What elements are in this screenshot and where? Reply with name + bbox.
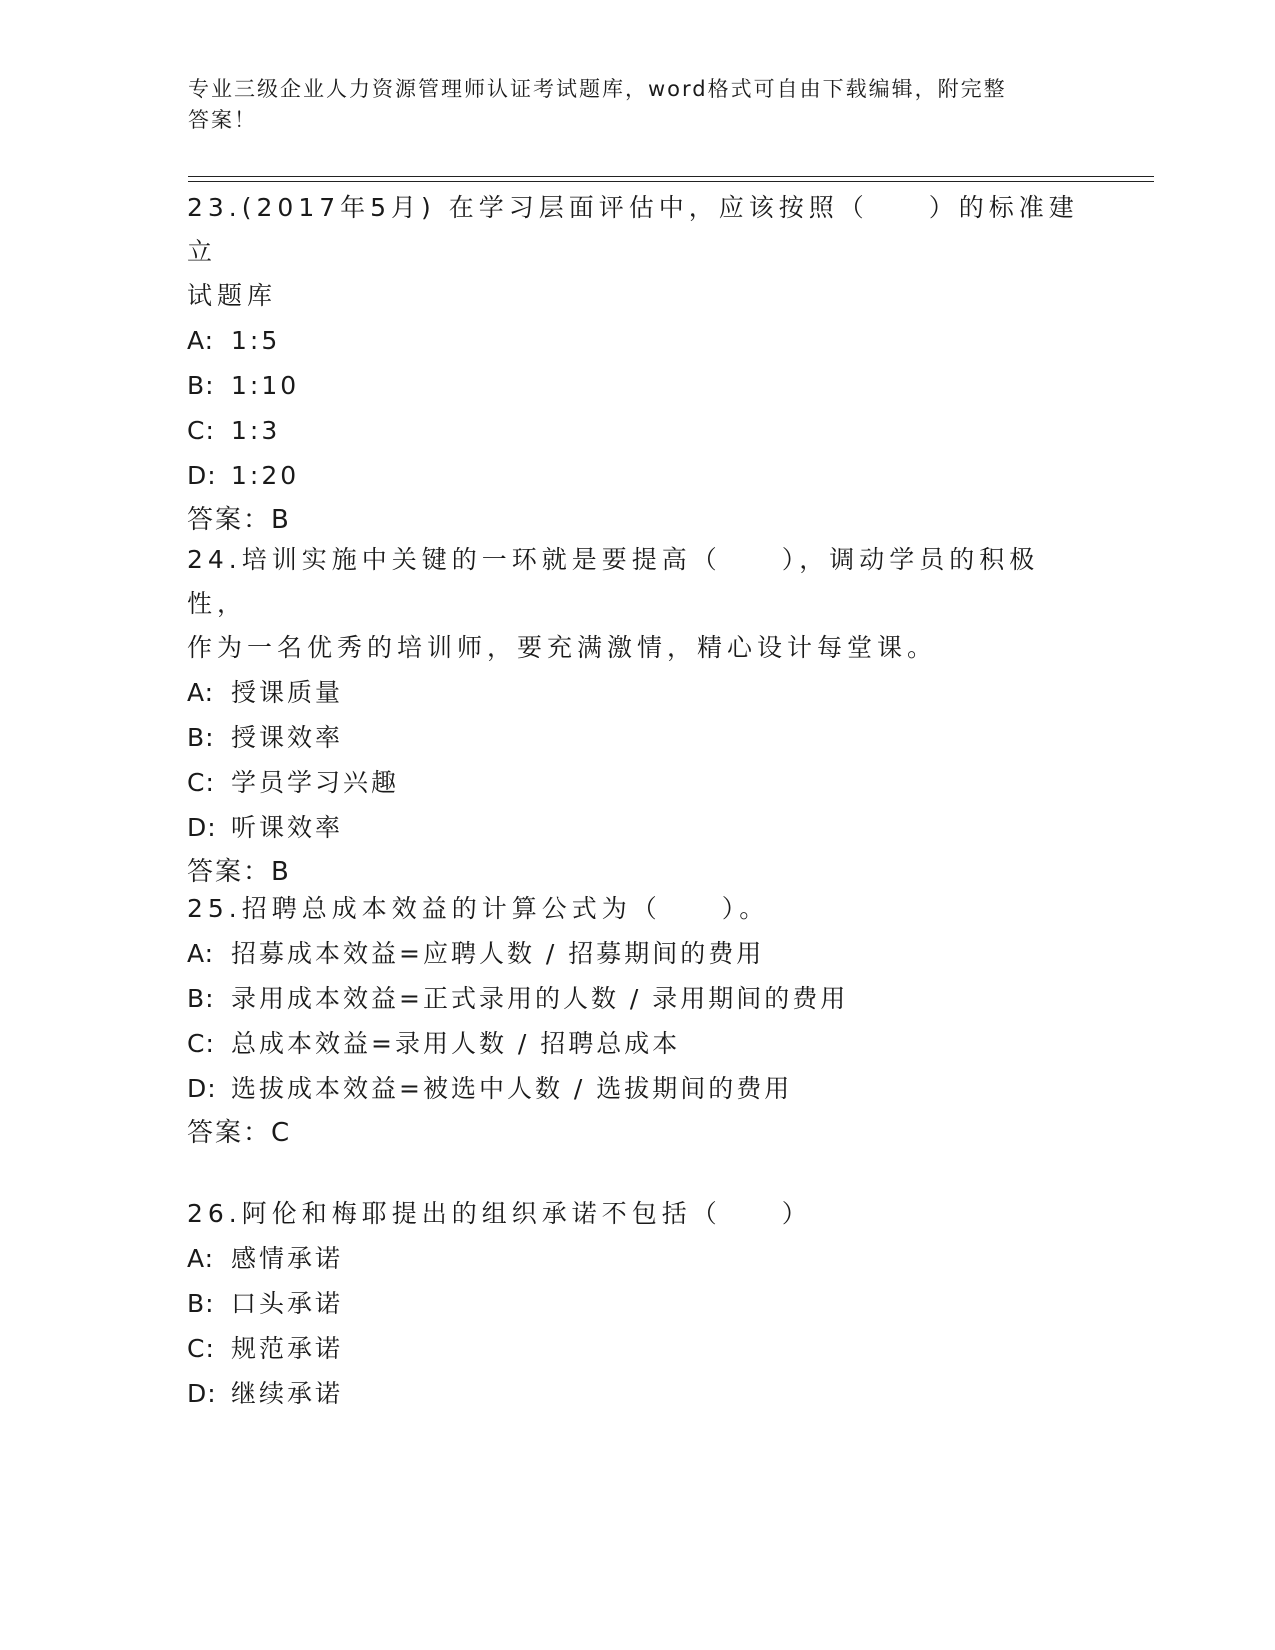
option-key: D: [187, 813, 217, 842]
option-text: 感情承诺 [231, 1244, 344, 1273]
question-stem-line-1: 23.(2017年5月) 在学习层面评估中，应该按照（ ）的标准建立 [187, 193, 1079, 266]
option-a [187, 931, 1087, 976]
option-text: 选拔成本效益=被选中人数 / 选拔期间的费用 [231, 1074, 793, 1103]
option-c [187, 408, 1087, 453]
option-key: C: [187, 1029, 215, 1058]
option-key: B: [187, 1289, 215, 1318]
question-26 [187, 1192, 1087, 1416]
question-stem-line-2: 试题库 [187, 281, 278, 310]
option-text: 规范承诺 [231, 1334, 344, 1363]
option-text: 学员学习兴趣 [231, 768, 400, 797]
option-a [187, 670, 1087, 715]
question-stem-line-2: 作为一名优秀的培训师，要充满激情，精心设计每堂课。 [187, 633, 938, 662]
answer-value: B [271, 857, 291, 887]
option-d [187, 1371, 1087, 1416]
option-text: 总成本效益=录用人数 / 招聘总成本 [231, 1029, 681, 1058]
option-c [187, 1326, 1087, 1371]
option-text: 继续承诺 [231, 1379, 344, 1408]
option-text: 录用成本效益=正式录用的人数 / 录用期间的费用 [231, 984, 849, 1013]
header-divider-top [188, 176, 1154, 177]
option-text: 授课效率 [231, 723, 344, 752]
option-c [187, 760, 1087, 805]
option-key: B: [187, 723, 215, 752]
option-text: 授课质量 [231, 678, 344, 707]
option-b [187, 715, 1087, 760]
option-key: A: [187, 939, 215, 968]
document-header [188, 74, 1068, 136]
option-c [187, 1021, 1087, 1066]
option-key: D: [187, 1379, 217, 1408]
option-b [187, 363, 1087, 408]
question-stem-line-1: 25.招聘总成本效益的计算公式为（ ）。 [187, 894, 770, 923]
option-key: D: [187, 461, 217, 490]
answer-value: C [271, 1118, 292, 1148]
answer-value: B [271, 505, 291, 535]
question-23 [187, 186, 1087, 542]
header-line-2: 答案！ [188, 108, 257, 132]
option-text: 1:5 [231, 326, 281, 355]
option-text: 口头承诺 [231, 1289, 344, 1318]
question-stem-line-1: 24.培训实施中关键的一环就是要提高（ ），调动学员的积极性， [187, 545, 1040, 618]
answer-label: 答案： [187, 857, 272, 887]
option-text: 1:20 [231, 461, 300, 490]
option-d [187, 453, 1087, 498]
option-d [187, 805, 1087, 850]
option-key: C: [187, 768, 215, 797]
answer-line [187, 1111, 1087, 1155]
option-text: 1:10 [231, 371, 300, 400]
header-divider-bottom [188, 181, 1154, 182]
option-key: B: [187, 371, 215, 400]
answer-label: 答案： [187, 1118, 272, 1148]
answer-label: 答案： [187, 505, 272, 535]
option-b [187, 976, 1087, 1021]
option-key: D: [187, 1074, 217, 1103]
option-key: C: [187, 1334, 215, 1363]
answer-line [187, 498, 1087, 542]
question-24 [187, 538, 1087, 894]
option-b [187, 1281, 1087, 1326]
option-a [187, 1236, 1087, 1281]
question-stem-line-1: 26.阿伦和梅耶提出的组织承诺不包括（ ） [187, 1199, 812, 1228]
option-d [187, 1066, 1087, 1111]
option-key: B: [187, 984, 215, 1013]
option-a [187, 318, 1087, 363]
option-text: 1:3 [231, 416, 281, 445]
option-key: A: [187, 1244, 215, 1273]
option-key: A: [187, 678, 215, 707]
header-line-1: 专业三级企业人力资源管理师认证考试题库，word格式可自由下载编辑，附完整 [188, 77, 1007, 101]
option-text: 听课效率 [231, 813, 344, 842]
question-25 [187, 887, 1087, 1155]
option-key: A: [187, 326, 215, 355]
option-key: C: [187, 416, 215, 445]
option-text: 招募成本效益=应聘人数 / 招募期间的费用 [231, 939, 765, 968]
